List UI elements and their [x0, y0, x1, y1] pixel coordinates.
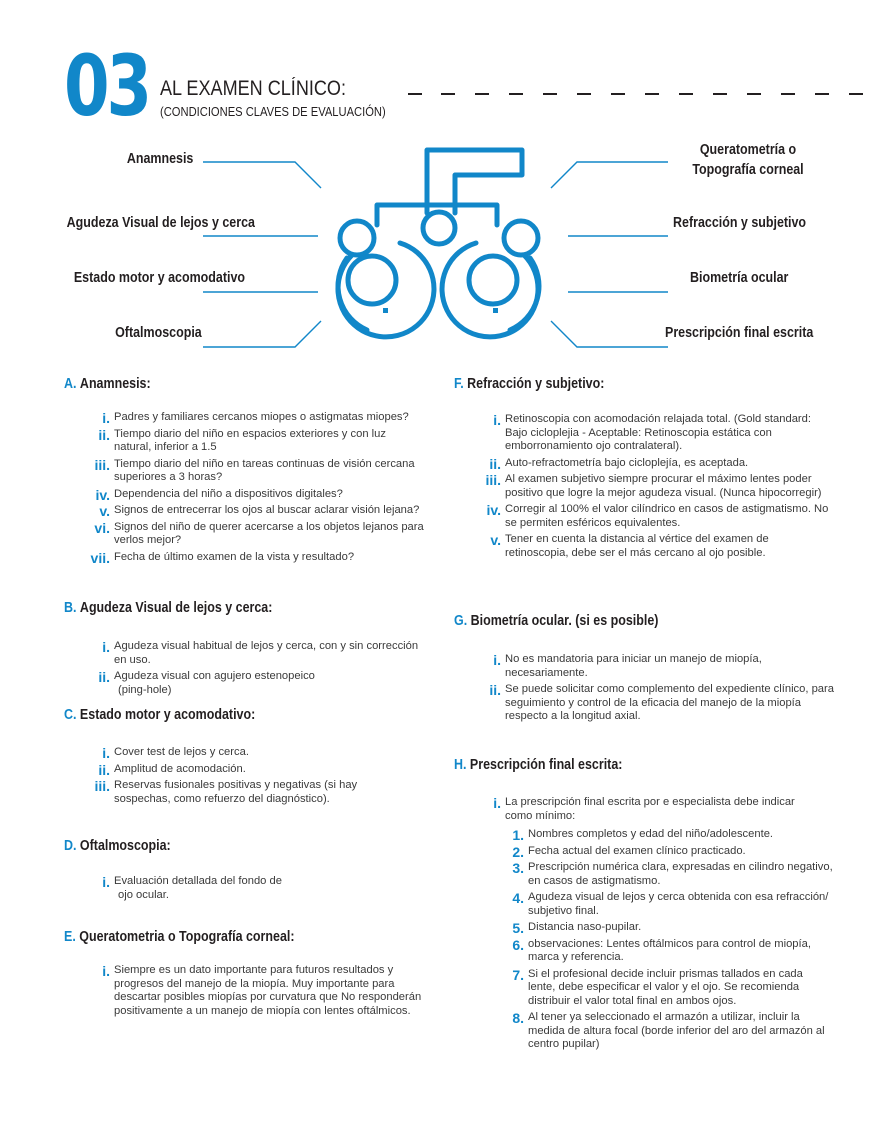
section-f-heading — [454, 376, 604, 392]
list-item: i. Padres y familiares cercanos miopes o astigmatas miopes? — [102, 410, 409, 426]
list-item: iv. Corregir al 100% el valor cilíndrico en casos de astigmatismo. No se permiten esféricos equivalentes. — [486, 502, 829, 529]
section-letter: E. — [64, 929, 76, 945]
section-title: Refracción y subjetivo: — [467, 376, 605, 392]
section-f-list — [485, 412, 835, 563]
list-item: i. No es mandatoria para iniciar un manejo de miopía, necesariamente. — [493, 652, 762, 679]
section-b-heading — [64, 600, 272, 616]
label-refraccion: Refracción y subjetivo — [673, 215, 807, 231]
section-letter: H. — [454, 757, 467, 773]
list-item: 3. Prescripción numérica clara, expresadas en cilindro negativo, en casos de astigmatismo. — [512, 860, 833, 887]
list-item: ii. Agudeza visual con agujero estenopeico (ping-hole) — [98, 669, 315, 696]
section-title: Oftalmoscopia: — [79, 838, 171, 854]
list-item: v. Signos de entrecerrar los ojos al buscar aclarar visión lejana? — [99, 503, 420, 519]
section-g-heading — [454, 613, 658, 629]
section-g-list — [489, 652, 835, 727]
list-item: ii. Auto-refractometría bajo cicloplejía, es aceptada. — [489, 455, 749, 472]
section-title: Anamnesis: — [79, 376, 151, 392]
section-letter: B. — [64, 600, 77, 616]
list-item: ii. Amplitud de acomodación. — [98, 761, 246, 778]
list-item: v. Tener en cuenta la distancia al vértice del examen de retinoscopia, debe ser el más cercano al ojo posible. — [490, 532, 769, 559]
list-item: 6. observaciones: Lentes oftálmicos para control de miopía, marca y referencia. — [512, 936, 811, 963]
label-prescripcion: Prescripción final escrita — [665, 325, 814, 341]
list-item: i. Agudeza visual habitual de lejos y cerca, con y sin corrección en uso. — [102, 639, 419, 666]
section-letter: G. — [454, 613, 468, 629]
list-item: iv. Dependencia del niño a dispositivos digitales? — [95, 486, 343, 503]
section-letter: C. — [64, 707, 77, 723]
section-c-list — [94, 745, 414, 809]
list-item: 8. Al tener ya seleccionado el armazón a utilizar, incluir la medida de altura focal (borde inferior del aro del armazón al centro pupilar) — [512, 1010, 825, 1050]
section-e-list — [102, 963, 424, 1021]
label-topografia-corneal: Topografía corneal — [692, 162, 804, 178]
list-item: 7. Si el profesional decide incluir prismas tallados en cada lente, debe especificar el valor y el ojo. Se recomienda distribuir el valor total final en ambos ojos. — [512, 966, 803, 1007]
list-item: i. Retinoscopia con acomodación relajada total. (Gold standard: Bajo cicloplejia - Aceptable: Retinoscopia estática con emborronamiento ojo contralateral). — [493, 412, 811, 452]
section-letter: D. — [64, 838, 77, 854]
section-title: Agudeza Visual de lejos y cerca: — [79, 600, 273, 616]
section-title: Estado motor y acomodativo: — [79, 707, 256, 723]
section-c-heading — [64, 707, 255, 723]
section-a-heading — [64, 376, 151, 392]
section-a-list — [90, 410, 424, 567]
section-h-list — [512, 827, 833, 1055]
list-item: ii. Se puede solicitar como complemento del expediente clínico, para seguimiento y control de la eficacia del manejo de la miopía respecto a la longitud axial. — [489, 682, 834, 722]
label-oftalmoscopia: Oftalmoscopia — [115, 325, 202, 341]
section-e-heading — [64, 929, 295, 945]
list-item: iii. Reservas fusionales positivas y negativas (si hay sospechas, como refuerzo del diagnóstico). — [94, 778, 358, 805]
label-estado-motor: Estado motor y acomodativo — [73, 270, 245, 286]
list-item: ii. Tiempo diario del niño en espacios exteriores y con luz natural, inferior a 1.5 — [98, 426, 386, 453]
section-title: Prescripción final escrita: — [469, 757, 623, 773]
section-letter: F. — [454, 376, 464, 392]
label-agudeza-visual: Agudeza Visual de lejos y cerca — [66, 215, 255, 231]
label-queratometria: Queratometría o — [699, 142, 797, 158]
list-item: iii. Al examen subjetivo siempre procurar el máximo lentes poder positivo que logre la mejor agudeza visual. (Nunca hipocorregir) — [485, 472, 822, 499]
dashed-divider — [0, 0, 871, 110]
phoropter-icon — [322, 140, 552, 350]
label-anamnesis: Anamnesis — [126, 151, 193, 167]
section-number: 03 — [64, 37, 149, 135]
page-title: AL EXAMEN CLÍNICO: — [160, 77, 347, 100]
label-biometria: Biometría ocular — [690, 270, 789, 286]
section-title: Biometría ocular. (si es posible) — [470, 613, 659, 629]
list-item: 1. Nombres completos y edad del niño/adolescente. — [512, 827, 774, 843]
section-d-heading — [64, 838, 171, 854]
list-item: 4. Agudeza visual de lejos y cerca obtenida con esa refracción/ subjetivo final. — [512, 890, 829, 917]
section-title: Queratometria o Topografía corneal: — [79, 929, 295, 945]
list-item: iii. Tiempo diario del niño en tareas continuas de visión cercana superiores a 3 horas? — [94, 456, 415, 483]
list-item: i. La prescripción final escrita por e especialista debe indicar como mínimo: — [493, 795, 795, 822]
list-item: i. Cover test de lejos y cerca. — [102, 745, 249, 761]
section-d-list — [102, 874, 414, 905]
list-item: vii. Fecha de último examen de la vista y resultado? — [90, 549, 355, 566]
list-item: i. Siempre es un dato importante para futuros resultados y progresos del manejo de la miopía. Muy importante para descartar posibles miopías por curvatura que No responderán positivamente a un manejo de miopía con lentes oftálmicos. — [102, 963, 422, 1017]
section-letter: A. — [64, 376, 77, 392]
section-h-intro — [493, 795, 825, 826]
list-item: i. Evaluación detallada del fondo de ojo ocular. — [102, 874, 282, 901]
page-subtitle: (CONDICIONES CLAVES DE EVALUACIÓN) — [160, 104, 386, 119]
section-b-list — [98, 639, 426, 700]
section-h-heading — [454, 757, 622, 773]
list-item: vi. Signos del niño de querer acercarse a los objetos lejanos para verlos mejor? — [94, 519, 424, 546]
list-item: 5. Distancia naso-pupilar. — [512, 920, 642, 936]
list-item: 2. Fecha actual del examen clínico practicado. — [512, 843, 746, 860]
